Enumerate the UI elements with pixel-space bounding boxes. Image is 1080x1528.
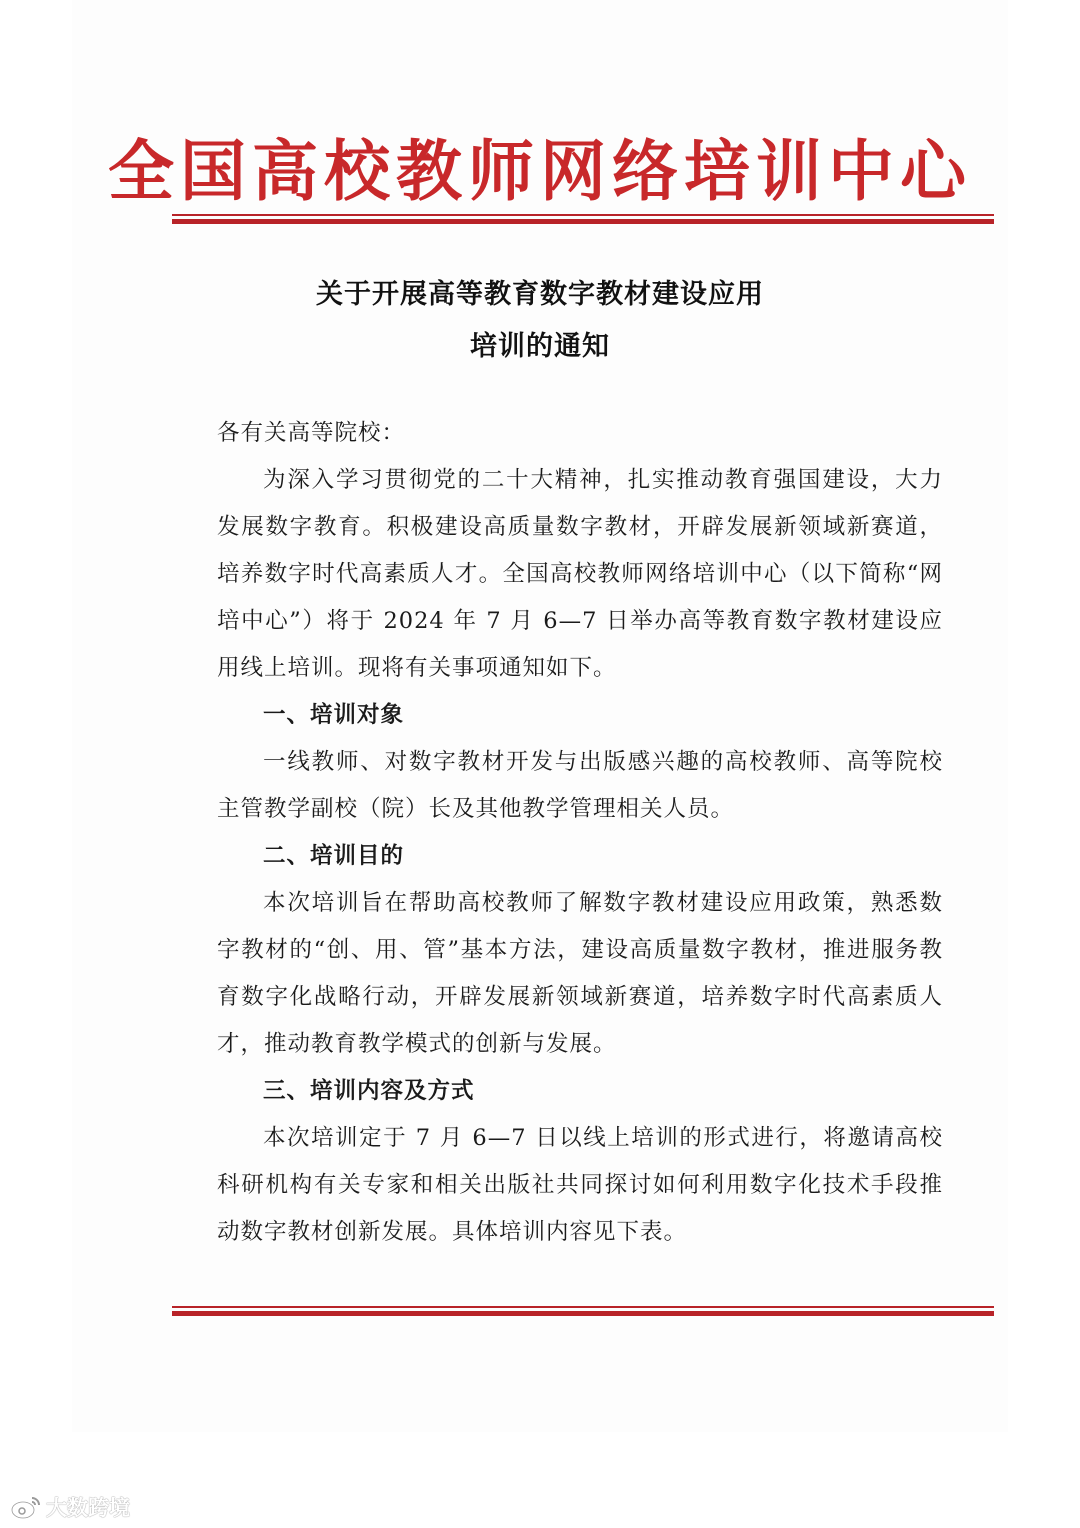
intro-paragraph: 为深入学习贯彻党的二十大精神，扎实推动教育强国建设，大力发展数字教育。积极建设高质量数字教材，开辟发展新领域新赛道，培养数字时代高素质人才。全国高校教师网络培训中心（以下简称“网培中心”）将于 2024 年 7 月 6—7 日举办高等教育数字教材建设应用线上培训。现将有关事项通知如下。: [217, 467, 943, 681]
salutation: 各有关高等院校：: [217, 420, 406, 446]
section2-paragraph: 本次培训旨在帮助高校教师了解数字教材建设应用政策，熟悉数字教材的“创、用、管”基本方法，建设高质量数字教材，推进服务教育数字化战略行动，开辟发展新领域新赛道，培养数字时代高素质人才，推动教育教学模式的创新与发展。: [217, 890, 943, 1057]
footer-divider: [172, 1306, 994, 1316]
watermark-text: 大数跨境: [46, 1496, 130, 1520]
section1-heading: 一、培训对象: [263, 702, 405, 728]
weibo-logo-icon: [10, 1494, 42, 1520]
header-divider: [172, 214, 994, 224]
document-body: [217, 410, 943, 1256]
section2-heading: 二、培训目的: [263, 843, 405, 869]
section1-paragraph: 一线教师、对数字教材开发与出版感兴趣的高校教师、高等院校主管教学副校（院）长及其他教学管理相关人员。: [217, 749, 943, 822]
section3-paragraph: 本次培训定于 7 月 6—7 日以线上培训的形式进行，将邀请高校科研机构有关专家和相关出版社共同探讨如何利用数字化技术手段推动数字教材创新发展。具体培训内容见下表。: [217, 1125, 943, 1245]
document-title-line1: 关于开展高等教育数字教材建设应用: [316, 279, 764, 310]
section3-heading: 三、培训内容及方式: [263, 1078, 475, 1104]
letterhead-org-name: 全国高校教师网络培训中心: [108, 132, 972, 210]
watermark: [10, 1492, 130, 1522]
document-title-line2: 培训的通知: [470, 331, 610, 362]
document-page: [72, 0, 1008, 1432]
